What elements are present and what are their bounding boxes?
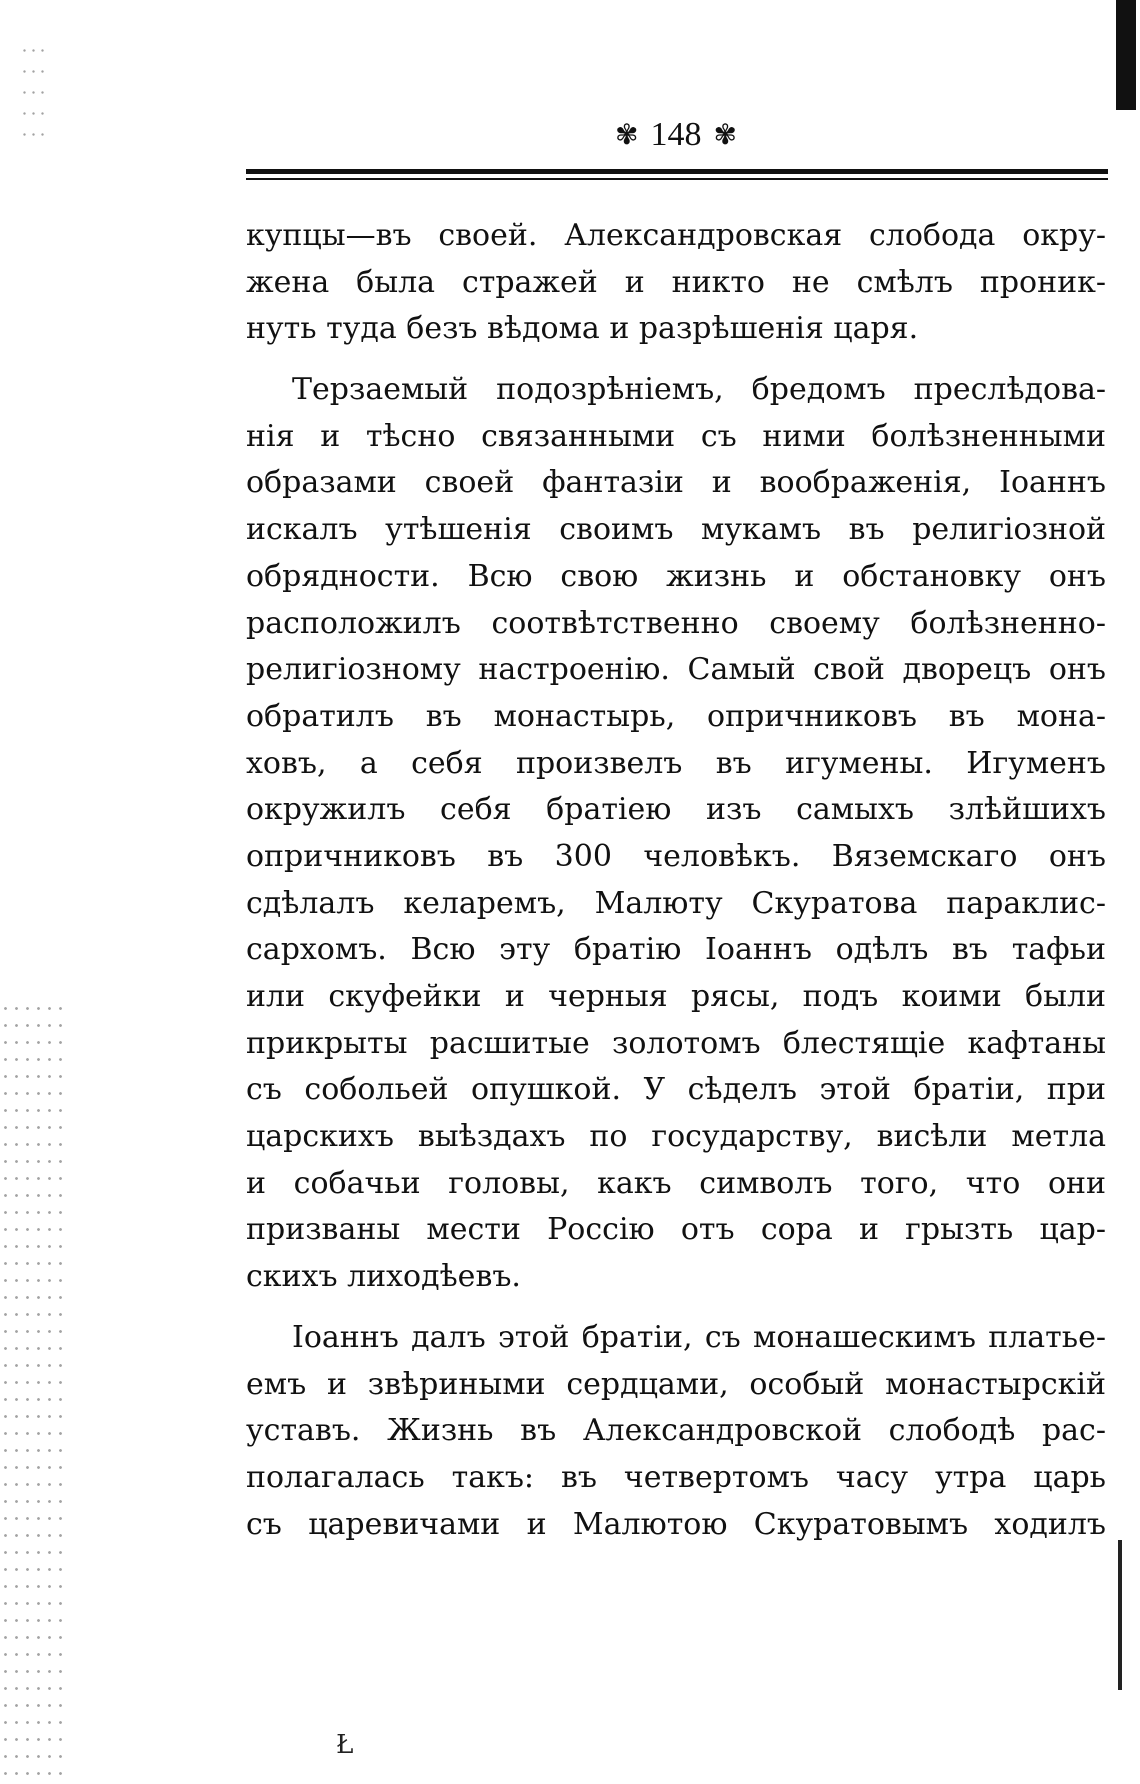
text-line: опричниковъ въ 300 человѣкъ. Вяземскаго онъ: [246, 838, 1106, 874]
text-line: обрядности. Всю свою жизнь и обстановку онъ: [246, 558, 1106, 594]
text-line: уставъ. Жизнь въ Александровской слободѣ рас-: [246, 1413, 1106, 1449]
text-line: образами своей фантазіи и воображенія, Іоаннъ: [246, 465, 1106, 501]
header-rule-thin: [246, 178, 1108, 180]
header-rule-thick: [246, 169, 1108, 174]
text-line: полагалась такъ: въ четвертомъ часу утра царь: [246, 1459, 1106, 1495]
text-line: прикрыты расшитые золотомъ блестящіе кафтаны: [246, 1025, 1106, 1061]
scan-speckle-top: [20, 40, 50, 150]
text-line: искалъ утѣшенія своимъ мукамъ въ религіозной: [246, 512, 1106, 548]
text-line: или скуфейки и черныя рясы, подъ коими были: [246, 979, 1106, 1014]
paragraph: [246, 367, 1106, 1301]
text-line: ховъ, а себя произвелъ въ игумены. Игуменъ: [246, 745, 1106, 781]
text-line: окружилъ себя братіею изъ самыхъ злѣйшихъ: [246, 792, 1106, 828]
scan-edge-line: [1118, 1540, 1122, 1690]
text-line: нія и тѣсно связанными съ ними болѣзненными: [246, 418, 1106, 454]
scan-edge-shadow: [1116, 0, 1136, 110]
text-line: сархомъ. Всю эту братію Іоаннъ одѣлъ въ тафьи: [246, 932, 1106, 968]
text-line: религіозному настроенію. Самый свой дворецъ онъ: [246, 652, 1106, 688]
text-line: нуть туда безъ вѣдома и разрѣшенія царя.: [246, 311, 919, 347]
text-line: съ царевичами и Малютою Скуратовымъ ходилъ: [246, 1506, 1106, 1542]
text-line: обратилъ въ монастырь, опричниковъ въ мона-: [246, 698, 1106, 734]
body-text: [246, 213, 1106, 1548]
text-line: съ собольей опушкой. У сѣделъ этой братіи, при: [246, 1072, 1106, 1108]
text-line: скихъ лиходѣевъ.: [246, 1259, 521, 1295]
ornament-left-icon: ✾: [615, 118, 639, 151]
page-number: 148: [650, 116, 702, 153]
paragraph: [246, 1315, 1106, 1548]
paragraph: [246, 213, 1106, 353]
text-line: купцы—въ своей. Александровская слобода окру-: [246, 218, 1106, 253]
ornament-right-icon: ✾: [713, 118, 737, 151]
text-line: расположилъ соотвѣтственно своему болѣзненно-: [246, 605, 1106, 641]
text-line: Терзаемый подозрѣніемъ, бредомъ преслѣдова-: [292, 372, 1106, 408]
text-line: царскихъ выѣздахъ по государству, висѣли метла: [246, 1119, 1106, 1155]
text-line: призваны мести Россію отъ сора и грызть цар-: [246, 1212, 1106, 1248]
printer-mark: Ł: [336, 1730, 354, 1760]
text-line: Іоаннъ далъ этой братіи, съ монашескимъ платье-: [292, 1319, 1106, 1355]
text-line: емъ и звѣриными сердцами, особый монастырскій: [246, 1366, 1106, 1402]
text-line: жена была стражей и никто не смѣлъ проник-: [246, 264, 1106, 300]
text-line: сдѣлалъ келаремъ, Малюту Скуратова параклис-: [246, 885, 1106, 921]
text-line: и собачьи головы, какъ символъ того, что они: [246, 1165, 1106, 1201]
scan-speckle: [0, 1000, 70, 1780]
